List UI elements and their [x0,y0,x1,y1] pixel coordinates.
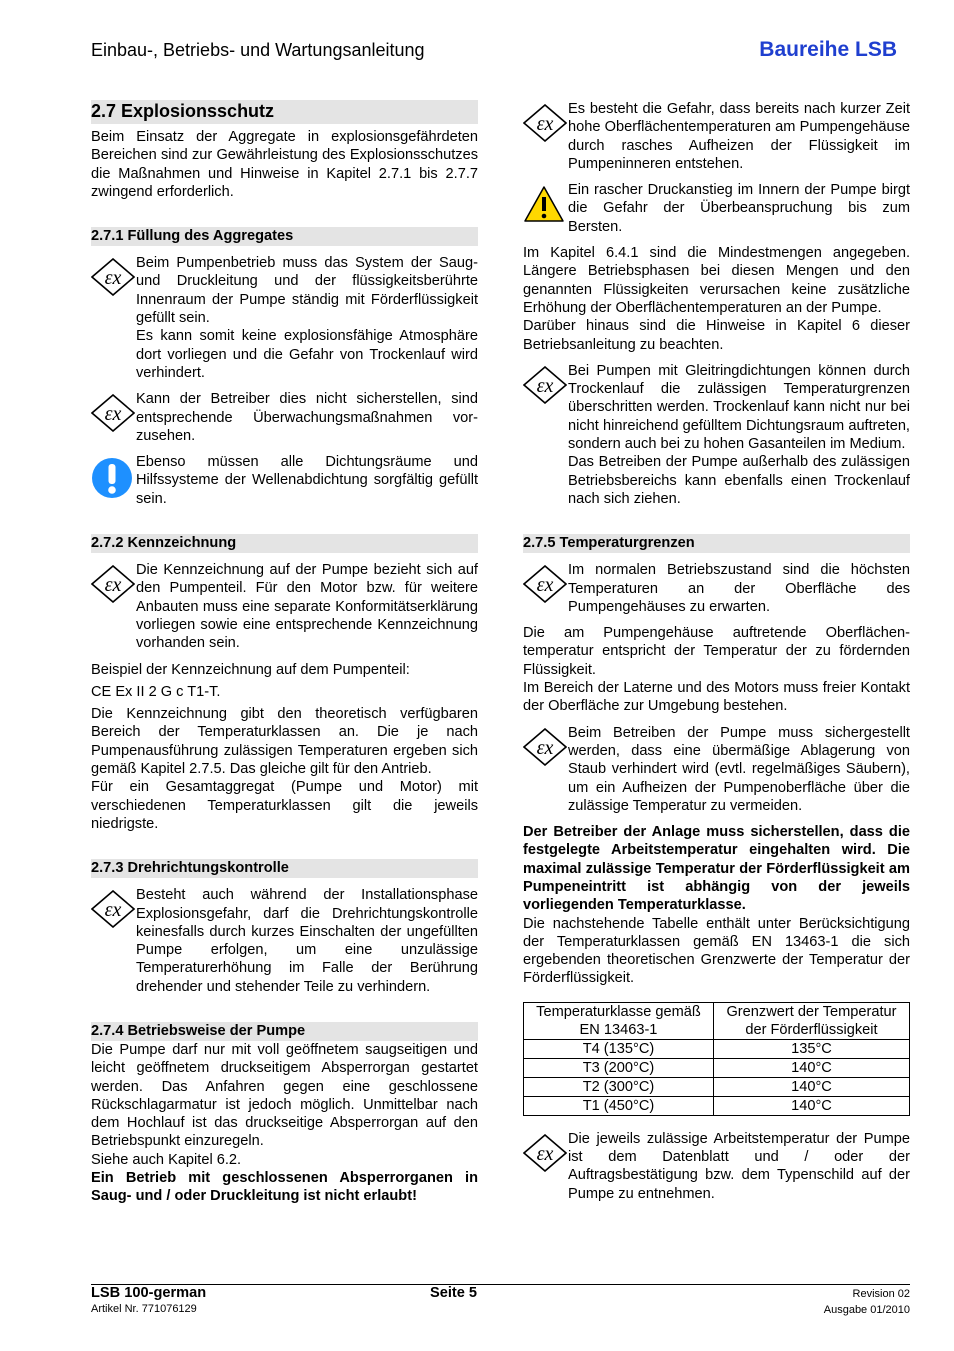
footer-page-number: Seite 5 [430,1285,478,1301]
table-row [524,1039,910,1058]
note-text: Die Kennzeichnung auf der Pumpe bezieht sich auf den Pumpenteil. Für den Motor bzw. für weitere Anbauten muss eine separate Konformitätserklärung vorliegen sowie eine entsprechende Kennzeichnung vorhanden sein. [136,562,478,652]
ex-icon [91,258,135,296]
ex-icon [523,565,567,603]
temperature-table [523,1002,910,1116]
paragraph: Für ein Gesamtaggregat (Pumpe und Motor) mit verschiedenen Temperaturklassen gilt die jeweils niedrigste. [91,779,478,832]
exclamation-info-icon [91,457,133,499]
paragraph: Darüber hinaus sind die Hinweise in Kapitel 6 dieser Betriebsanleitung zu beachten. [523,318,910,353]
paragraph: Im Bereich der Laterne und des Motors muss freier Kontakt der Oberfläche zur Umgebung bestehen. [523,680,910,715]
paragraph: Im Kapitel 6.4.1 sind die Mindestmengen angegeben. Längere Betriebsphasen bei diesen Mengen und den genannten Flüssigkeiten verursachen keine zusätzliche Erhöhung der Oberflächentemperaturen an der Pumpe. [523,245,910,316]
paragraph: Die Pumpe darf nur mit voll geöffnetem saugseitigen und leicht geöffnetem druckseitigem Absperrorgan gestartet werden. Das Anfahren gegen eine geschlossene Rückschlagarmatur ist jedoch möglich. Unmittelbar nach dem Hochlauf ist das druckseitige Absperrorgan auf den Betriebspunkt einzuregeln. [91,1041,478,1150]
warning-triangle-icon [523,185,565,223]
footer-article-number: Artikel Nr. 771076129 [91,1303,197,1315]
footer-doc-id: LSB 100-german [91,1285,207,1301]
ex-icon [91,565,135,603]
note-text: Beim Pumpenbetrieb muss das System der Saug- und Druckleitung und der flüssigkeitsberührte Innenraum der Pumpe ständig mit Förderflüssigkeit gefüllt sein. [136,255,478,327]
table-cell: 140°C [713,1077,909,1096]
ex-icon [523,728,567,766]
subheading-272: 2.7.2 Kennzeichnung [91,534,478,553]
note-text: Es kann somit keine explosionsfähige Atmosphäre dort vorliegen und die Gefahr von Trockenlauf wird verhindert. [136,328,478,381]
ex-note [91,390,478,445]
ex-note [523,561,910,616]
ex-icon [523,104,567,142]
ex-note [91,254,478,382]
header-doc-title: Einbau-, Betriebs- und Wartungsanleitung [91,40,425,60]
ex-note [523,100,910,173]
ex-note [91,886,478,996]
table-cell: 140°C [713,1096,909,1115]
note-text: Das Betreiben der Pumpe außerhalb des zulässigen Betriebsbereichs kann ebenfalls einen Trockenlauf nach sich ziehen. [568,454,910,507]
intro-paragraph: Beim Einsatz der Aggregate in explosionsgefährdeten Bereichen sind zur Gewährleistung des Explosionsschutzes die Maßnahmen und Hinweise in Kapitel 2.7.1 bis 2.7.7 zwingend erforderlich. [91,129,478,200]
paragraph: Die nachstehende Tabelle enthält unter Berücksichtigung der Temperaturklassen gemäß EN 13463-1 die sich ergebenden theoretischen Grenzwerte der Temperatur der Förderflüssigkeit. [523,915,910,987]
table-cell: 140°C [713,1058,909,1077]
paragraph: Siehe auch Kapitel 6.2. [91,1151,242,1168]
table-cell: T4 (135°C) [524,1039,714,1058]
note-text: Im normalen Betriebszustand sind die höchsten Temperaturen an der Oberfläche des Pumpengehäuses zu erwarten. [568,562,910,615]
note-text: Bei Pumpen mit Gleitringdichtungen können durch Trockenlauf die zulässigen Temperaturgrenzen überschritten werden. Trockenlauf kann nicht nur bei nicht hinreichend gefülltem Dichtungsraum auftreten, sondern auch bei zu hohen Gasanteilen im Medium. [568,362,910,453]
note-text: Beim Betreiben der Pumpe muss sichergestellt werden, dass eine übermäßige Ablagerung von Staub verhindert wird (evtl. regelmäßiges Säubern), um ein Aufheizen der Pumpenoberfläche über die zulässige Temperatur zu vermeiden. [568,724,910,814]
example-marking: CE Ex II 2 G c T1-T. [91,683,221,700]
ex-note [523,1130,910,1203]
table-row [524,1058,910,1077]
table-header-cell: Temperaturklasse gemäß EN 13463-1 [524,1002,714,1039]
ex-note [523,362,910,508]
table-cell: T1 (450°C) [524,1096,714,1115]
ex-note [91,561,478,652]
ex-icon [91,394,135,432]
table-row [524,1077,910,1096]
table-row [524,1096,910,1115]
ex-icon [91,890,135,928]
subheading-274: 2.7.4 Betriebsweise der Pumpe [91,1022,478,1041]
subheading-273: 2.7.3 Drehrichtungskontrolle [91,859,478,878]
footer-divider [91,1284,910,1285]
ex-icon [523,366,567,404]
note-text: Ein rascher Druckanstieg im Innern der Pumpe birgt die Gefahr der Überbeanspruchung bis zum Bersten. [568,182,910,235]
warning-note [523,181,910,236]
table-cell: T2 (300°C) [524,1077,714,1096]
ex-note [523,724,910,815]
ex-icon [523,1134,567,1172]
subheading-275: 2.7.5 Temperaturgrenzen [523,534,910,553]
note-text: Es besteht die Gefahr, dass bereits nach kurzer Zeit hohe Oberflächentemperaturen am Pumpengehäuse durch rasches Aufheizen der Flüssigkeit im Pumpeninneren entstehen. [568,101,910,172]
bold-warning: Ein Betrieb mit geschlossenen Absperrorganen in Saug- und / oder Druckleitung ist nicht erlaubt! [91,1170,478,1205]
table-header-row [524,1002,910,1039]
section-heading: 2.7 Explosionsschutz [91,100,478,124]
left-column [91,100,478,1206]
table-header-cell: Grenzwert der Temperatur der Förderflüssigkeit [713,1002,909,1039]
right-column [523,100,910,1203]
paragraph: Die Kennzeichnung gibt den theoretisch verfügbaren Bereich der Temperaturklassen an. Die je nach Pumpenausführung zulässigen Temperaturen ergeben sich gemäß Kapitel 2.7.5. Das gleiche gilt für den Antrieb. [91,706,478,778]
header-series-title: Baureihe LSB [759,38,897,61]
example-label: Beispiel der Kennzeichnung auf dem Pumpenteil: [91,661,410,678]
table-cell: 135°C [713,1039,909,1058]
paragraph: Die am Pumpengehäuse auftretende Oberflächentemperatur entspricht der Temperatur der zu fördernden Flüssigkeit. [523,625,910,678]
note-text: Besteht auch während der Installationsphase Explosionsgefahr, darf die Drehrichtungskontrolle keinesfalls durch kurzes Einschalten der ungefüllten Pumpe erfolgen, um eine unzulässige Temperaturerhöhung im Falle der Berührung drehender und stehender Teile zu verhindern. [136,887,478,995]
note-text: Die jeweils zulässige Arbeitstemperatur der Pumpe ist dem Datenblatt und / oder der Auftragsbestätigung bzw. dem Typenschild auf der Pumpe zu entnehmen. [568,1130,910,1202]
bold-requirement: Der Betreiber der Anlage muss sicherstellen, dass die festgelegte Arbeitstemperatur eingehalten wird. Die maximal zulässige Temperatur der Förderflüssigkeit am Pumpeneintritt ist abhängig von der jeweils vorliegenden Temperaturklasse. [523,824,910,914]
info-note [91,453,478,508]
subheading-271: 2.7.1 Füllung des Aggregates [91,227,478,246]
footer-edition: Ausgabe 01/2010 [823,1304,910,1316]
note-text: Kann der Betreiber dies nicht sicherstellen, sind entsprechende Überwachungsmaßnahmen vorzusehen. [136,391,478,444]
table-cell: T3 (200°C) [524,1058,714,1077]
footer-revision: Revision 02 [852,1288,910,1300]
note-text: Ebenso müssen alle Dichtungsräume und Hilfssysteme der Wellenabdichtung sorgfältig gefüllt sein. [136,454,478,507]
